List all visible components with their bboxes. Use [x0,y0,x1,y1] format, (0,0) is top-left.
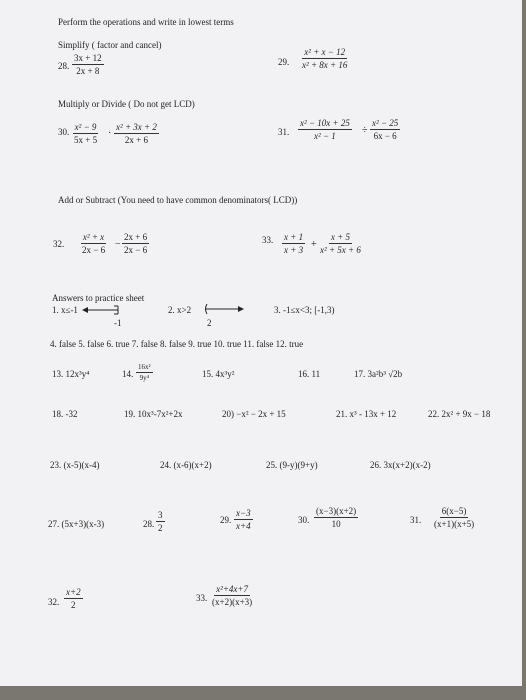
problem-32-fraction-1 [80,232,107,256]
numerator: x+2 [64,587,83,599]
denominator: 10 [331,519,341,530]
answer-14-fraction [136,363,153,382]
problem-30-fraction-2 [114,122,159,146]
answer-15: 15. 4x³y² [202,369,235,379]
denominator: 2x − 6 [82,245,106,256]
numerator: 16x² [136,363,153,373]
denominator: (x+2)(x+3) [212,597,253,608]
problem-31-operator: ÷ [362,125,368,136]
answers-title: Answers to practice sheet [52,293,145,303]
answer-27: 27. (5x+3)(x-3) [48,519,105,529]
problem-28-fraction [72,53,104,77]
numerator: x−3 [234,508,253,520]
answer-21: 21. x³ - 13x + 12 [336,409,397,419]
numerator: x²+4x+7 [214,584,250,596]
answer-32-number: 32. [48,597,60,607]
problem-31-number: 31. [278,127,290,137]
numerator: x² − 25 [370,118,400,130]
problem-31-fraction-2 [370,118,400,142]
numerator: 3x + 12 [72,53,104,65]
answer-14-number: 14. [122,369,134,379]
denominator: 2 [158,523,163,534]
answer-3: 3. -1≤x<3; [-1,3) [274,305,335,315]
numerator: x² − 10x + 25 [298,118,352,130]
problem-32-operator: − [115,239,121,250]
numerator: x + 5 [329,232,352,244]
denominator: 5x + 5 [74,135,98,146]
answer-23: 23. (x-5)(x-4) [50,460,100,470]
answer-20: 20) −x² − 2x + 15 [222,409,286,419]
answer-25: 25. (9-y)(9+y) [266,460,318,470]
answer-30-number: 30. [298,515,310,525]
denominator: 2 [71,600,76,611]
answer-19: 19. 10x³-7x²+2x [124,409,183,419]
answer-29-fraction [234,508,253,532]
denominator: x² + 5x + 6 [320,245,361,256]
answer-31-fraction [432,506,476,530]
problem-31-fraction-1 [298,118,352,142]
answer-30-fraction [314,506,358,530]
answers-row-4-12: 4. false 5. false 6. true 7. false 8. false 9. true 10. true 11. false 12. true [50,339,304,349]
numerator: x + 1 [282,232,305,244]
left-arrow-icon [82,307,88,313]
answer-1: 1. x≤-1 [52,305,78,315]
problem-33-operator: + [311,239,317,250]
multiply-heading: Multiply or Divide ( Do not get LCD) [58,99,195,109]
denominator: 2x + 6 [124,135,148,146]
denominator: 9y⁴ [139,374,150,383]
answer-32-fraction [64,587,83,611]
answer-22: 22. 2x² + 9x − 18 [428,409,491,419]
problem-33-number: 33. [262,235,274,245]
denominator: (x+1)(x+5) [434,519,475,530]
denominator: x + 3 [284,245,304,256]
numerator: x² + x [81,232,106,244]
numerator: (x−3)(x+2) [314,506,358,518]
answer-28-number: 28. [143,519,155,529]
answer-33-fraction [210,584,254,608]
problem-29-fraction [300,47,349,71]
numerator: x² + x − 12 [302,47,347,59]
answer-31-number: 31. [410,515,422,525]
answer-13: 13. 12x³y⁴ [52,369,90,379]
problem-32-number: 32. [53,239,65,249]
answer-33-number: 33. [196,593,208,603]
numerator: 6(x−5) [440,506,469,518]
add-subtract-heading: Add or Subtract (You need to have common denominators( LCD)) [58,195,298,205]
answer-28-fraction [156,510,165,534]
denominator: x² − 1 [314,131,336,142]
problem-29-number: 29. [278,57,290,67]
problem-30-fraction-1 [72,122,99,146]
right-arrow-icon [238,306,244,312]
instruction-text: Perform the operations and write in lowest terms [58,17,234,27]
answer-24: 24. (x-6)(x+2) [160,460,212,470]
numerator: 3 [156,510,165,522]
numerator: 2x + 6 [122,232,149,244]
answer-26: 26. 3x(x+2)(x-2) [370,460,431,470]
problem-28-number: 28. [58,61,70,71]
answer-29-number: 29. [220,515,232,525]
denominator: 2x − 6 [124,245,148,256]
problem-30-number: 30. [58,127,70,137]
numerator: x² + 3x + 2 [114,122,159,134]
problem-32-fraction-2 [122,232,149,256]
denominator: 6x − 6 [373,131,397,142]
answer-1-tick-label: -1 [114,318,122,328]
problem-30-operator: · [108,128,112,139]
answer-18: 18. -32 [52,409,78,419]
answer-17: 17. 3a²b³ √2b [354,369,403,379]
denominator: x² + 8x + 16 [302,60,348,71]
answer-16: 16. 11 [298,369,321,379]
simplify-heading: Simplify ( factor and cancel) [58,40,162,50]
answer-2: 2. x>2 [168,305,192,315]
problem-33-fraction-1 [282,232,305,256]
problem-33-fraction-2 [318,232,363,256]
denominator: 2x + 8 [76,66,100,77]
answer-2-number-line [200,302,246,318]
denominator: x+4 [236,521,251,532]
numerator: x² − 9 [73,122,99,134]
answer-2-tick-label: 2 [207,318,212,328]
